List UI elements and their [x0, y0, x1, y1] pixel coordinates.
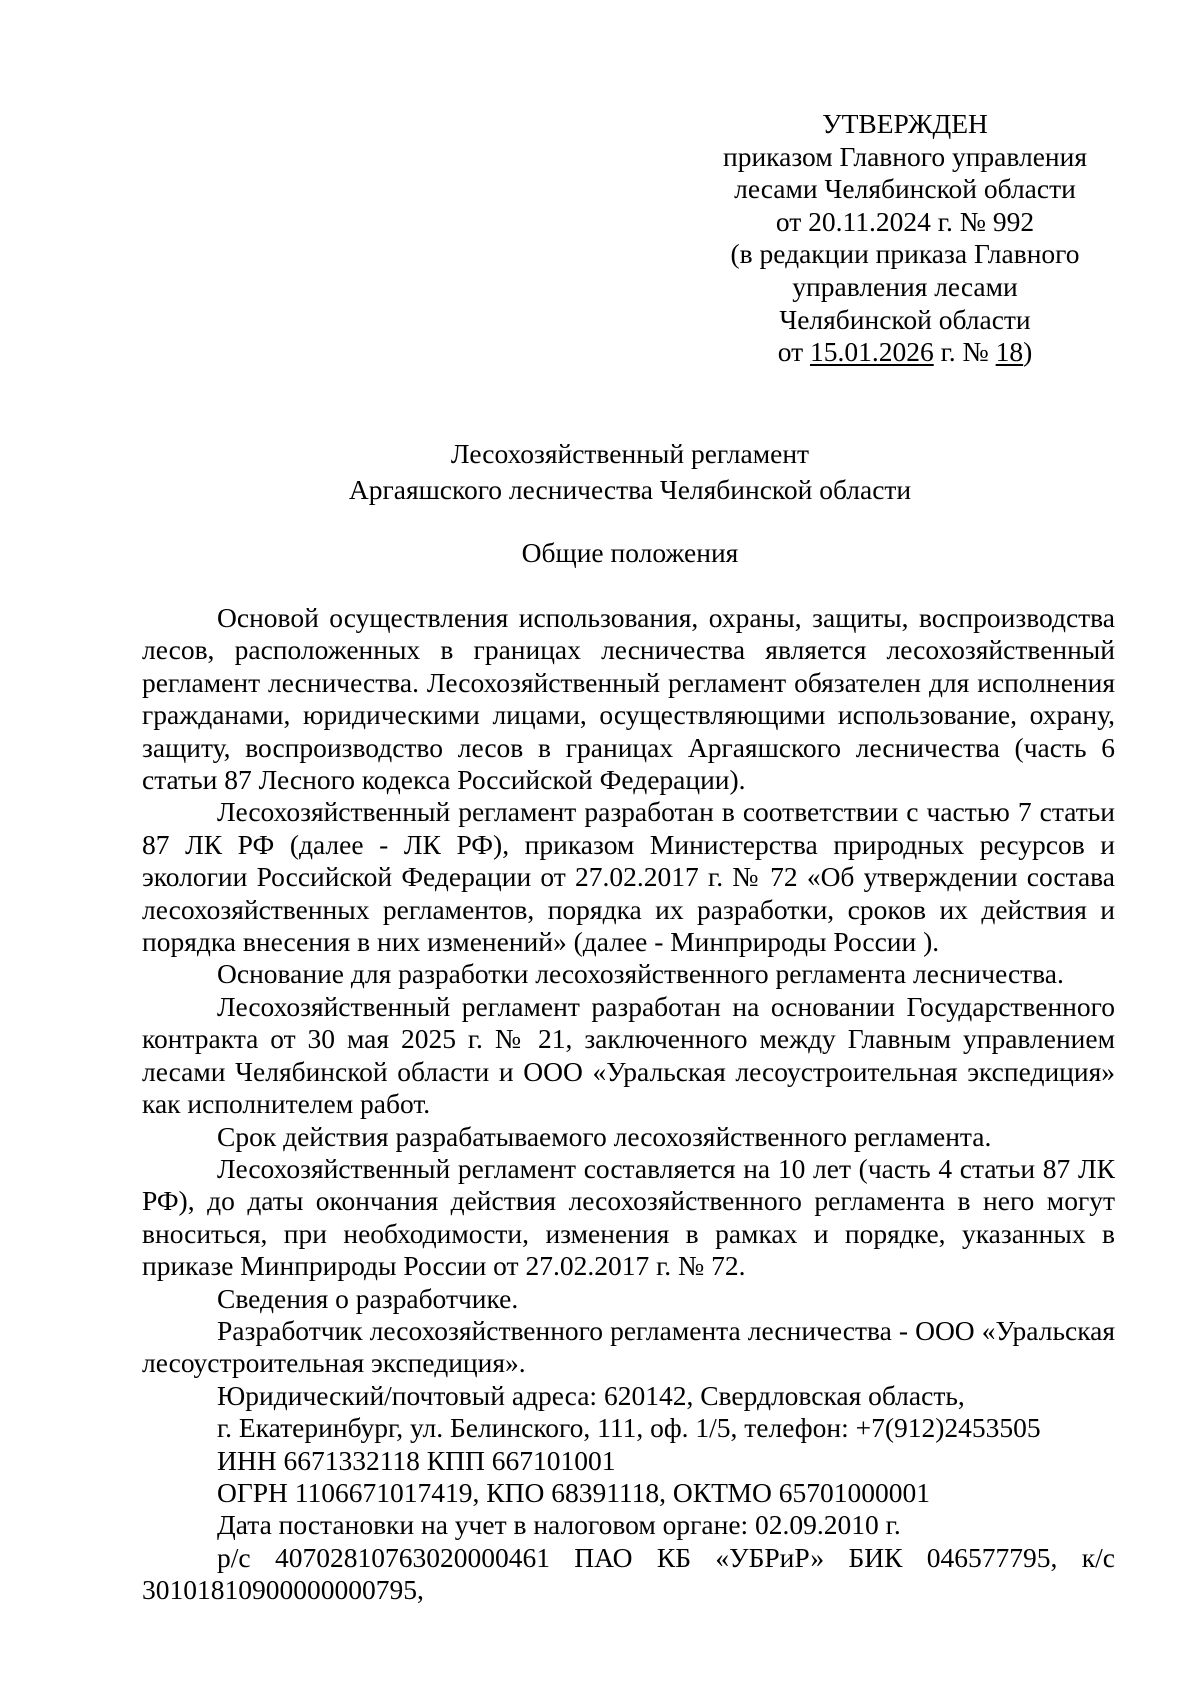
- approval-line: от 20.11.2024 г. № 992: [775, 205, 1035, 237]
- approval-revision-line: [700, 336, 1110, 369]
- paragraph: Лесохозяйственный регламент разработан на основании Государственного контракта от 30 мая 2025 г. № 21, заключенного между Главным управлением лесами Челябинской области и ООО «Уральская лесоустроительная экспедиция» как исполнителем работ.: [142, 990, 1115, 1120]
- tax-registration-date-line: Дата постановки на учет в налоговом органе: 02.09.2010 г.: [217, 1509, 901, 1541]
- address-line: г. Екатеринбург, ул. Белинского, 111, оф. 1/5, телефон: +7(912)2453505: [217, 1412, 1041, 1444]
- approval-line: лесами Челябинской области: [734, 173, 1076, 205]
- tax-id-line: ИНН 6671332118 КПП 667101001: [217, 1444, 616, 1476]
- paragraph: Основой осуществления использования, охраны, защиты, воспроизводства лесов, расположенных в границах лесничества является лесохозяйственный регламент лесничества. Лесохозяйственный регламент обязателен для исполнения гражданами, юридическими лицами, осуществляющими использование, охрану, защиту, воспроизводство лесов в границах Аргаяшского лесничества (часть 6 статьи 87 Лесного кодекса Российской Федерации).: [142, 602, 1115, 796]
- document-title-line: Лесохозяйственный регламент: [450, 438, 810, 469]
- paragraph: Лесохозяйственный регламент разработан в соответствии с частью 7 статьи 87 ЛК РФ (далее - ЛК РФ), приказом Министерства природных ресурсов и экологии Российской Федерации от 27.02.2017 г. № 72 «Об утверждении состава лесохозяйственных регламентов, порядка их разработки, сроков их действия и порядка внесения в них изменений» (далее - Минприроды России ).: [142, 796, 1115, 958]
- document-title-line: Аргаяшского лесничества Челябинской области: [348, 474, 912, 505]
- approval-line: приказом Главного управления: [722, 140, 1088, 172]
- paragraph: Срок действия разрабатываемого лесохозяйственного регламента.: [217, 1120, 992, 1152]
- paragraph: Сведения о разработчике.: [217, 1282, 519, 1314]
- approval-line: Челябинской области: [779, 303, 1031, 335]
- approval-revision-date: 15.01.2026: [809, 336, 934, 368]
- paragraph: Лесохозяйственный регламент составляется на 10 лет (часть 4 статьи 87 ЛК РФ), до даты окончания действия лесохозяйственного регламента в него могут вноситься, при необходимости, изменения в рамках и порядке, указанных в приказе Минприроды России от 27.02.2017 г. № 72.: [142, 1152, 1115, 1282]
- bank-details-line: р/с 40702810763020000461 ПАО КБ «УБРиР» БИК 046577795, к/с 30101810900000000795,: [142, 1541, 1115, 1606]
- paragraph: Разработчик лесохозяйственного регламента лесничества - ООО «Уральская лесоустроительная экспедиция».: [142, 1314, 1115, 1379]
- paragraph: Основание для разработки лесохозяйственного регламента лесничества.: [217, 958, 1064, 990]
- document-body: [142, 602, 1115, 1607]
- document-title: [140, 436, 1120, 508]
- address-line: Юридический/почтовый адреса: 620142, Свердловская область,: [217, 1379, 965, 1411]
- approval-revision-mid: г. №: [933, 336, 996, 368]
- approval-line: (в редакции приказа Главного: [730, 238, 1080, 270]
- approval-line: управления лесами: [792, 270, 1018, 302]
- approval-stamp: [700, 108, 1110, 369]
- approval-revision-suffix: ): [1023, 336, 1033, 368]
- section-heading: Общие положения: [521, 537, 739, 568]
- approval-revision-prefix: от: [777, 336, 810, 368]
- approval-revision-number: 18: [995, 336, 1024, 368]
- approval-heading: УТВЕРЖДЕН: [822, 108, 988, 139]
- registration-codes-line: ОГРН 1106671017419, КПО 68391118, ОКТМО 65701000001: [217, 1476, 930, 1508]
